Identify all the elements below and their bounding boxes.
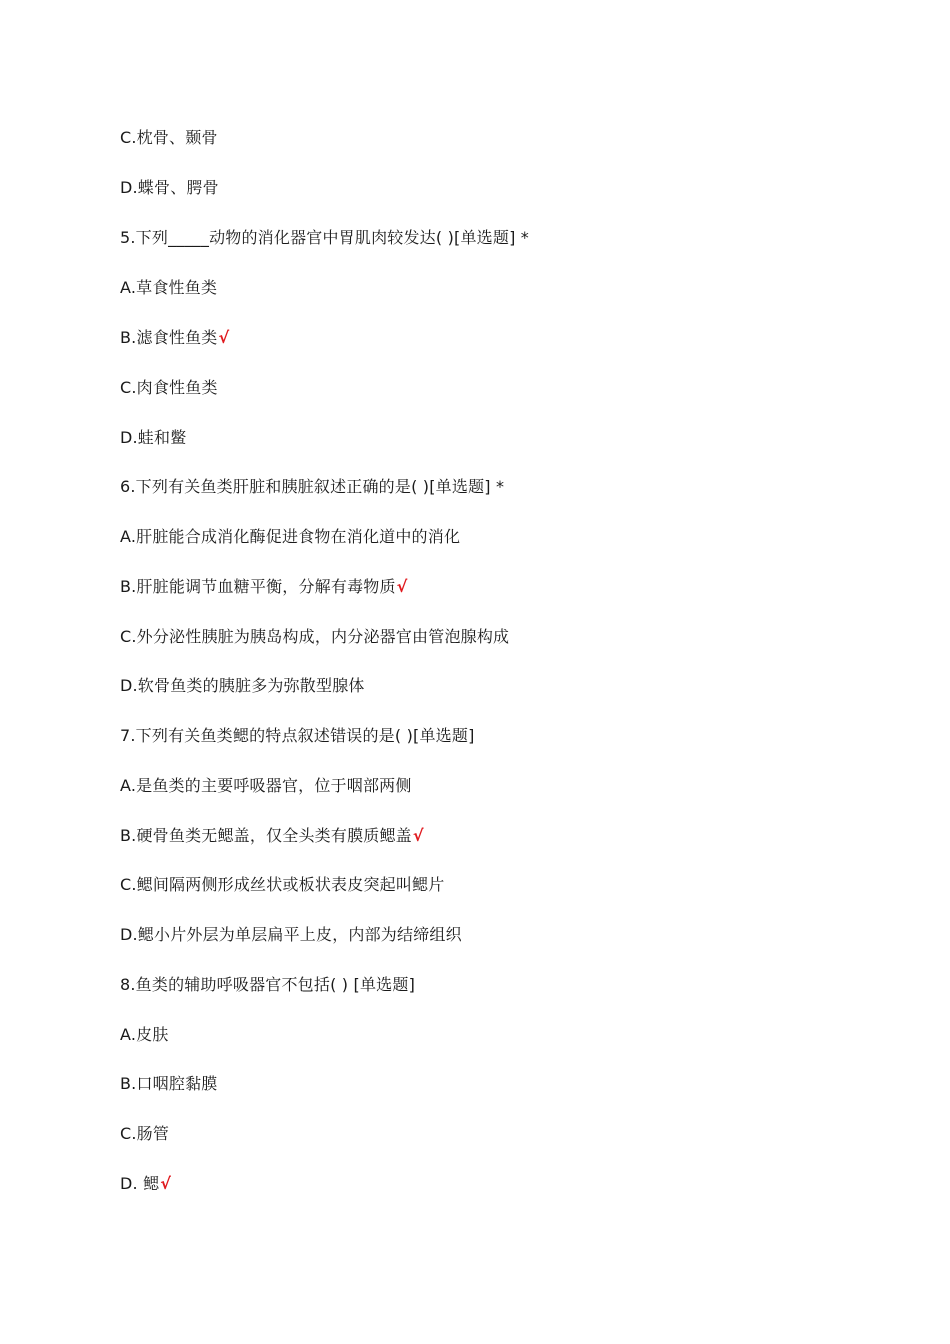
line-text: A.肝脏能合成消化酶促进食物在消化道中的消化 xyxy=(120,527,461,546)
line-text: C.肠管 xyxy=(120,1124,170,1143)
line-text: D. 鳃 xyxy=(120,1174,160,1193)
option-b-q8 xyxy=(120,1072,217,1096)
question-5 xyxy=(120,226,529,250)
line-text: B.滤食性鱼类 xyxy=(120,328,218,347)
line-text: A.是鱼类的主要呼吸器官，位于咽部两侧 xyxy=(120,776,412,795)
line-text: B.肝脏能调节血糖平衡，分解有毒物质 xyxy=(120,577,396,596)
line-text: C.鳃间隔两侧形成丝状或板状表皮突起叫鳃片 xyxy=(120,875,445,894)
line-text: D.蝶骨、腭骨 xyxy=(120,178,219,197)
line-text: D.鳃小片外层为单层扁平上皮，内部为结缔组织 xyxy=(120,925,462,944)
question-text: 5.下列_____动物的消化器官中胃肌肉较发达( )[单选题] * xyxy=(120,228,530,247)
line-text: B.硬骨鱼类无鳃盖，仅全头类有膜质鳃盖 xyxy=(120,826,412,845)
option-c-q6 xyxy=(120,625,509,649)
option-b-q6 xyxy=(120,575,408,599)
line-text: A.皮肤 xyxy=(120,1025,169,1044)
option-d-q5 xyxy=(120,426,186,450)
question-6 xyxy=(120,475,504,499)
option-b-q7 xyxy=(120,824,424,848)
option-a-q7 xyxy=(120,774,412,798)
question-7 xyxy=(120,724,475,748)
line-text: C.外分泌性胰脏为胰岛构成，内分泌器官由管泡腺构成 xyxy=(120,627,510,646)
line-text: B.口咽腔黏膜 xyxy=(120,1074,218,1093)
option-c-q8 xyxy=(120,1122,169,1146)
option-d-q4 xyxy=(120,176,219,200)
check-mark-icon: √ xyxy=(396,577,408,596)
option-c-q4 xyxy=(120,126,218,150)
line-text: A.草食性鱼类 xyxy=(120,278,218,297)
question-text: 6.下列有关鱼类肝脏和胰脏叙述正确的是( )[单选题] * xyxy=(120,477,505,496)
question-8 xyxy=(120,973,415,997)
line-text: D.软骨鱼类的胰脏多为弥散型腺体 xyxy=(120,676,365,695)
line-text: D.蛙和鳖 xyxy=(120,428,187,447)
option-b-q5 xyxy=(120,326,229,350)
option-c-q5 xyxy=(120,376,218,400)
option-d-q7 xyxy=(120,923,462,947)
option-a-q5 xyxy=(120,276,217,300)
option-d-q6 xyxy=(120,674,365,698)
line-text: C.肉食性鱼类 xyxy=(120,378,218,397)
question-text: 7.下列有关鱼类鳃的特点叙述错误的是( )[单选题] xyxy=(120,726,475,745)
check-mark-icon: √ xyxy=(218,328,230,347)
question-text: 8.鱼类的辅助呼吸器官不包括( ) [单选题] xyxy=(120,975,416,994)
option-c-q7 xyxy=(120,873,444,897)
check-mark-icon: √ xyxy=(412,826,424,845)
option-a-q8 xyxy=(120,1023,169,1047)
option-a-q6 xyxy=(120,525,460,549)
line-text: C.枕骨、颞骨 xyxy=(120,128,218,147)
check-mark-icon: √ xyxy=(160,1174,172,1193)
option-d-q8 xyxy=(120,1172,171,1196)
